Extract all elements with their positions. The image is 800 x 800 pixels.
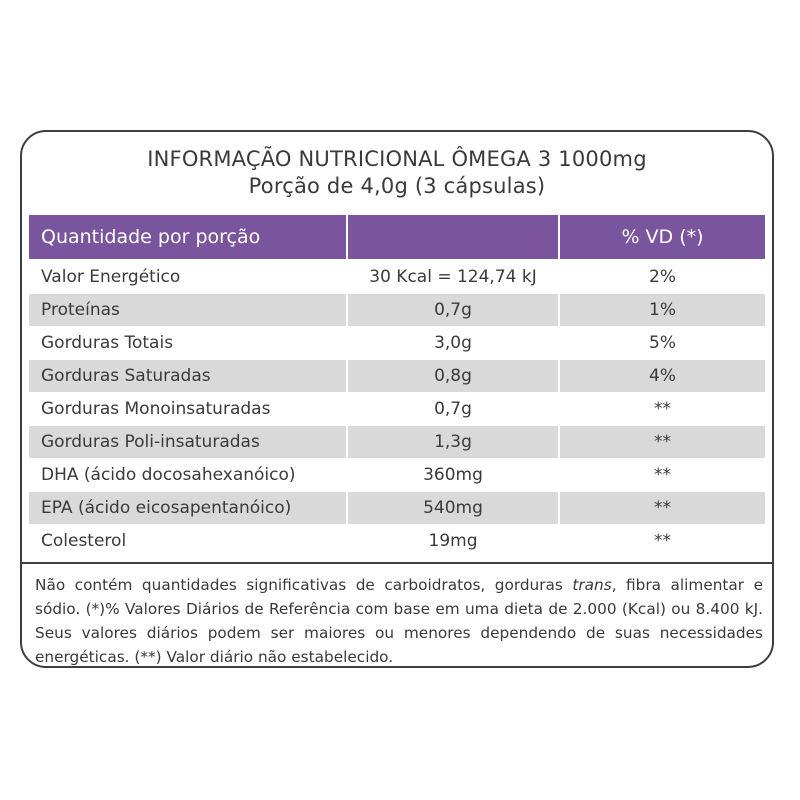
nutrient-name: Gorduras Poli-insaturadas bbox=[29, 425, 347, 458]
nutrient-vd: ** bbox=[559, 491, 765, 524]
nutrient-amount: 19mg bbox=[347, 524, 559, 557]
nutrient-amount: 1,3g bbox=[347, 425, 559, 458]
nutrient-amount: 0,8g bbox=[347, 359, 559, 392]
nutrient-amount: 0,7g bbox=[347, 293, 559, 326]
nutrient-name: DHA (ácido docosahexanóico) bbox=[29, 458, 347, 491]
nutrient-name: Gorduras Totais bbox=[29, 326, 347, 359]
footnote-text-1: Não contém quantidades significativas de carboidratos, gorduras bbox=[35, 576, 573, 594]
footnote-italic: trans bbox=[572, 576, 612, 594]
table-header-row bbox=[29, 215, 765, 260]
table-row bbox=[29, 425, 765, 458]
nutrient-name: Gorduras Monoinsaturadas bbox=[29, 392, 347, 425]
nutrient-vd: 1% bbox=[559, 293, 765, 326]
nutrition-table bbox=[29, 215, 765, 558]
nutrient-amount: 0,7g bbox=[347, 392, 559, 425]
table-row bbox=[29, 359, 765, 392]
nutrient-amount: 360mg bbox=[347, 458, 559, 491]
table-row bbox=[29, 392, 765, 425]
nutrient-vd: 4% bbox=[559, 359, 765, 392]
nutrition-label bbox=[20, 130, 774, 668]
nutrient-vd: 2% bbox=[559, 260, 765, 293]
nutrient-name: Gorduras Saturadas bbox=[29, 359, 347, 392]
nutrient-amount: 540mg bbox=[347, 491, 559, 524]
footnote-text-2: , fibra alimentar e sódio. (*)% Valores Diários de Referência com base em uma dieta de 2.000 (Kcal) ou 8.400 kJ. Seus valores diários podem ser maiores ou menores dependendo de suas necessidades energéticas. (**) Valor diário não estabelecido. bbox=[35, 576, 763, 666]
table-row bbox=[29, 491, 765, 524]
nutrient-name: EPA (ácido eicosapentanóico) bbox=[29, 491, 347, 524]
column-header-amount bbox=[347, 215, 559, 260]
column-header-quantity: Quantidade por porção bbox=[29, 215, 347, 260]
table-row bbox=[29, 458, 765, 491]
nutrient-name: Colesterol bbox=[29, 524, 347, 557]
table-body bbox=[29, 260, 765, 557]
table-row bbox=[29, 293, 765, 326]
nutrient-vd: ** bbox=[559, 524, 765, 557]
nutrient-amount: 3,0g bbox=[347, 326, 559, 359]
nutrient-vd: 5% bbox=[559, 326, 765, 359]
label-serving: Porção de 4,0g (3 cápsulas) bbox=[248, 174, 546, 198]
nutrient-name: Valor Energético bbox=[29, 260, 347, 293]
table-row bbox=[29, 524, 765, 557]
label-title-block bbox=[22, 146, 772, 200]
table-row bbox=[29, 260, 765, 293]
footnote-divider bbox=[22, 562, 772, 564]
footnote bbox=[35, 573, 763, 668]
label-title: INFORMAÇÃO NUTRICIONAL ÔMEGA 3 1000mg bbox=[147, 147, 647, 171]
column-header-vd: % VD (*) bbox=[559, 215, 765, 260]
nutrient-vd: ** bbox=[559, 392, 765, 425]
nutrient-name: Proteínas bbox=[29, 293, 347, 326]
nutrient-amount: 30 Kcal = 124,74 kJ bbox=[347, 260, 559, 293]
nutrient-vd: ** bbox=[559, 425, 765, 458]
table-row bbox=[29, 326, 765, 359]
nutrient-vd: ** bbox=[559, 458, 765, 491]
